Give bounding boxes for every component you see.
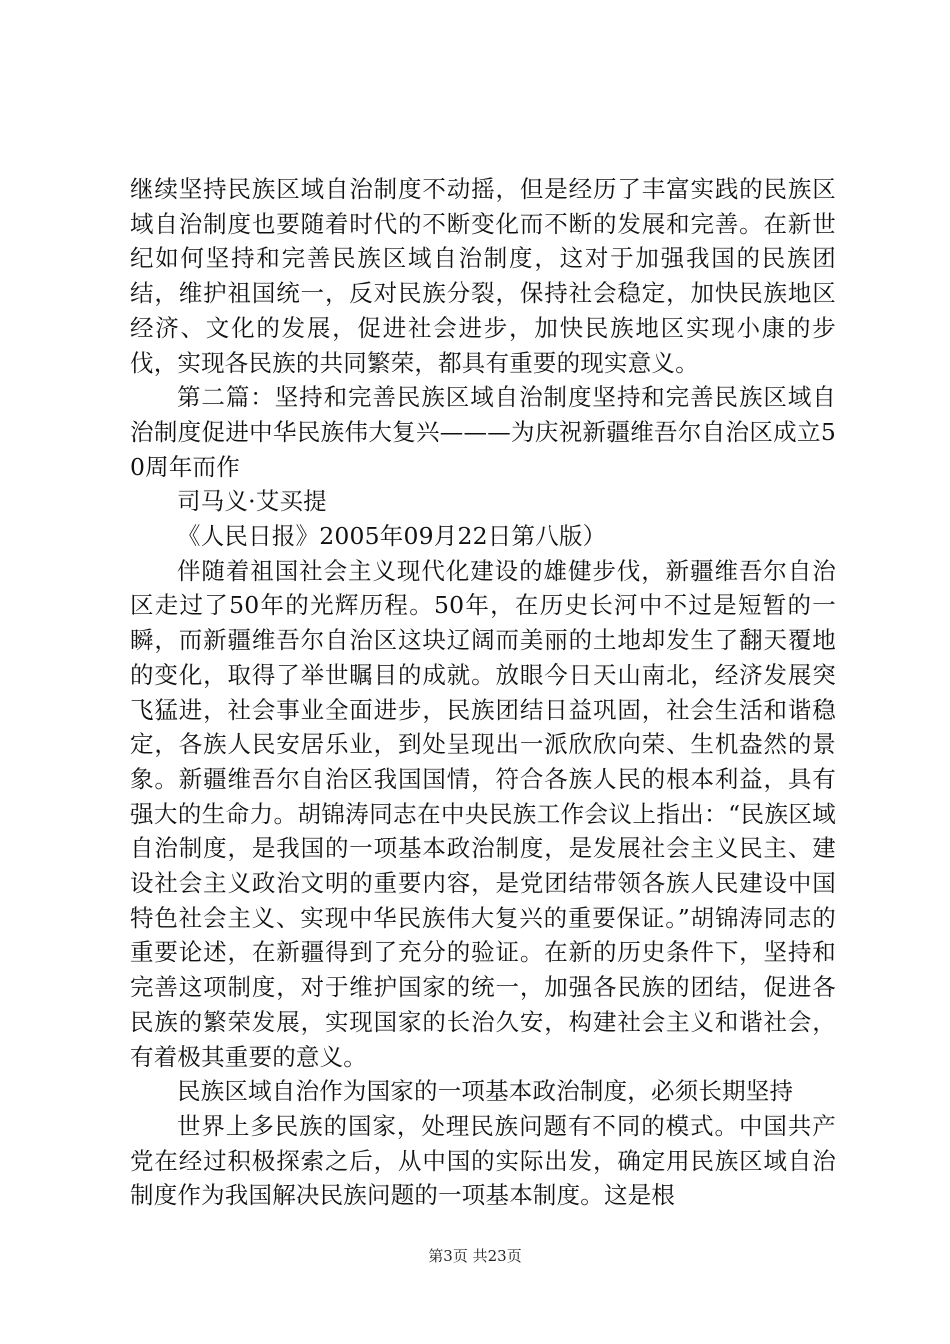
paragraph-intro: 继续坚持民族区域自治制度不动摇，但是经历了丰富实践的民族区域自治制度也要随着时代的不断变化而不断的发展和完善。在新世纪如何坚持和完善民族区域自治制度，这对于加强我国的民族团结，维护祖国统一，反对民族分裂，保持社会稳定，加快民族地区经济、文化的发展，促进社会进步，加快民族地区实现小康的步伐，实现各民族的共同繁荣，都具有重要的现实意义。	[130, 175, 836, 377]
source-citation: 《人民日报》2005年09月22日第八版）	[177, 522, 607, 551]
paragraph-body-continued: 世界上多民族的国家，处理民族问题有不同的模式。中国共产党在经过积极探索之后，从中国的实际出发，确定用民族区域自治制度作为我国解决民族问题的一项基本制度。这是根	[130, 1111, 836, 1210]
document-body	[130, 172, 836, 1213]
section-heading: 第二篇：坚持和完善民族区域自治制度坚持和完善民族区域自治制度促进中华民族伟大复兴———为庆祝新疆维吾尔自治区成立50周年而作	[130, 383, 836, 481]
subheading: 民族区域自治作为国家的一项基本政治制度，必须长期坚持	[177, 1077, 794, 1106]
page-number-footer: 第3页 共23页	[428, 1247, 522, 1265]
author-name: 司马义·艾买提	[177, 487, 327, 516]
paragraph-body: 伴随着祖国社会主义现代化建设的雄健步伐，新疆维吾尔自治区走过了50年的光辉历程。50年，在历史长河中不过是短暂的一瞬，而新疆维吾尔自治区这块辽阔而美丽的土地却发生了翻天覆地的变化，取得了举世瞩目的成就。放眼今日天山南北，经济发展突飞猛进，社会事业全面进步，民族团结日益巩固，社会生活和谐稳定，各族人民安居乐业，到处呈现出一派欣欣向荣、生机盎然的景象。新疆维吾尔自治区我国国情，符合各族人民的根本利益，具有强大的生命力。胡锦涛同志在中央民族工作会议上指出：“民族区域自治制度，是我国的一项基本政治制度，是发展社会主义民主、建设社会主义政治文明的重要内容，是党团结带领各族人民建设中国特色社会主义、实现中华民族伟大复兴的重要保证。”胡锦涛同志的重要论述，在新疆得到了充分的验证。在新的历史条件下，坚持和完善这项制度，对于维护国家的统一，加强各民族的团结，促进各民族的繁荣发展，实现国家的长治久安，构建社会主义和谐社会，有着极其重要的意义。	[130, 556, 836, 1071]
